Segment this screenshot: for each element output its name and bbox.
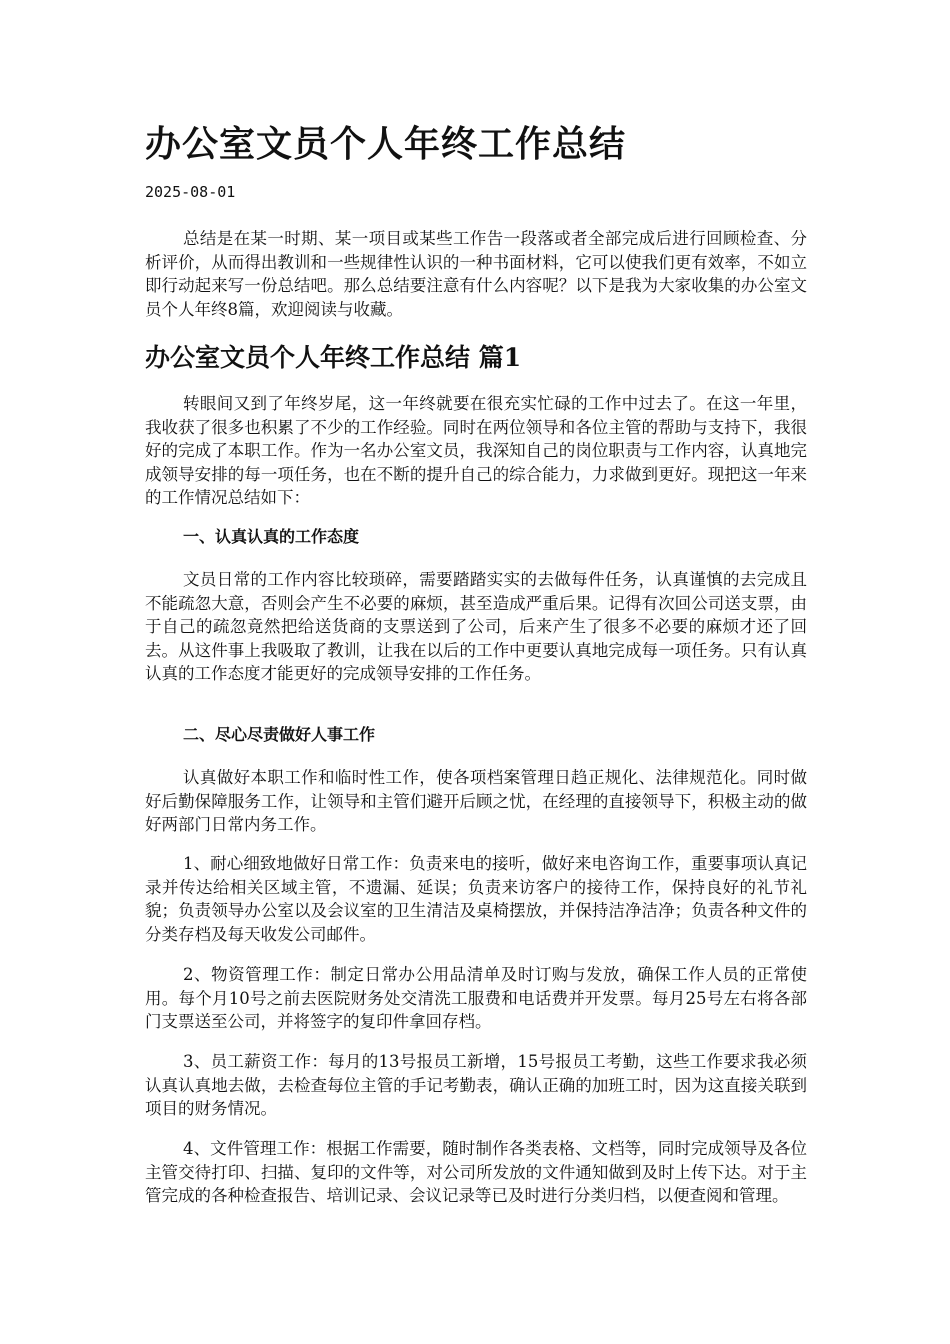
personnel-paragraph: 认真做好本职工作和临时性工作，使各项档案管理日趋正规化、法律规范化。同时做好后勤保障服务工作，让领导和主管们避开后顾之忧，在经理的直接领导下，积极主动的做好两部门日常内务工作。: [145, 768, 807, 834]
subheading-personnel: 二、尽心尽责做好人事工作: [183, 725, 376, 744]
list-item-documents: 4、文件管理工作：根据工作需要，随时制作各类表格、文档等，同时完成领导及各位主管交待打印、扫描、复印的文件等，对公司所发放的文件通知做到及时上传下达。对于主管完成的各种检查报告、培训记录、会议记录等已及时进行分类归档，以便查阅和管理。: [145, 1139, 807, 1205]
section-heading: 办公室文员个人年终工作总结 篇1: [145, 343, 522, 372]
list-item-daily-work: 1、耐心细致地做好日常工作：负责来电的接听，做好来电咨询工作，重要事项认真记录并传达给相关区域主管，不遗漏、延误；负责来访客户的接待工作，保持良好的礼节礼貌；负责领导办公室以及会议室的卫生清洁及桌椅摆放，并保持洁净洁净；负责各种文件的分类存档及每天收发公司邮件。: [145, 854, 807, 944]
subheading-attitude: 一、认真认真的工作态度: [183, 527, 360, 546]
list-item-supplies: 2、物资管理工作：制定日常办公用品清单及时订购与发放，确保工作人员的正常使用。每个月10号之前去医院财务处交清洗工服费和电话费并开发票。每月25号左右将各部门支票送至公司，并将签字的复印件拿回存档。: [145, 965, 807, 1031]
opening-paragraph: 转眼间又到了年终岁尾，这一年终就要在很充实忙碌的工作中过去了。在这一年里，我收获了很多也积累了不少的工作经验。同时在两位领导和各位主管的帮助与支持下，我很好的完成了本职工作。作为一名办公室文员，我深知自己的岗位职责与工作内容，认真地完成领导安排的每一项任务，也在不断的提升自己的综合能力，力求做到更好。现把这一年来的工作情况总结如下：: [145, 394, 807, 507]
document-title: 办公室文员个人年终工作总结: [145, 123, 627, 165]
list-item-salary: 3、员工薪资工作：每月的13号报员工新增，15号报员工考勤，这些工作要求我必须认真认真地去做，去检查每位主管的手记考勤表，确认正确的加班工时，因为这直接关联到项目的财务情况。: [145, 1052, 807, 1118]
attitude-paragraph: 文员日常的工作内容比较琐碎，需要踏踏实实的去做每件任务，认真谨慎的去完成且不能疏忽大意，否则会产生不必要的麻烦，甚至造成严重后果。记得有次回公司送支票，由于自己的疏忽竟然把给送货商的支票送到了公司，后来产生了很多不必要的麻烦才还了回去。从这件事上我吸取了教训，让我在以后的工作中更要认真地完成每一项任务。只有认真认真的工作态度才能更好的完成领导安排的工作任务。: [145, 570, 807, 683]
intro-paragraph: 总结是在某一时期、某一项目或某些工作告一段落或者全部完成后进行回顾检查、分析评价，从而得出教训和一些规律性认识的一种书面材料，它可以使我们更有效率，不如立即行动起来写一份总结吧。那么总结要注意有什么内容呢？以下是我为大家收集的办公室文员个人年终8篇，欢迎阅读与收藏。: [145, 229, 807, 319]
document-date: 2025-08-01: [145, 183, 236, 201]
